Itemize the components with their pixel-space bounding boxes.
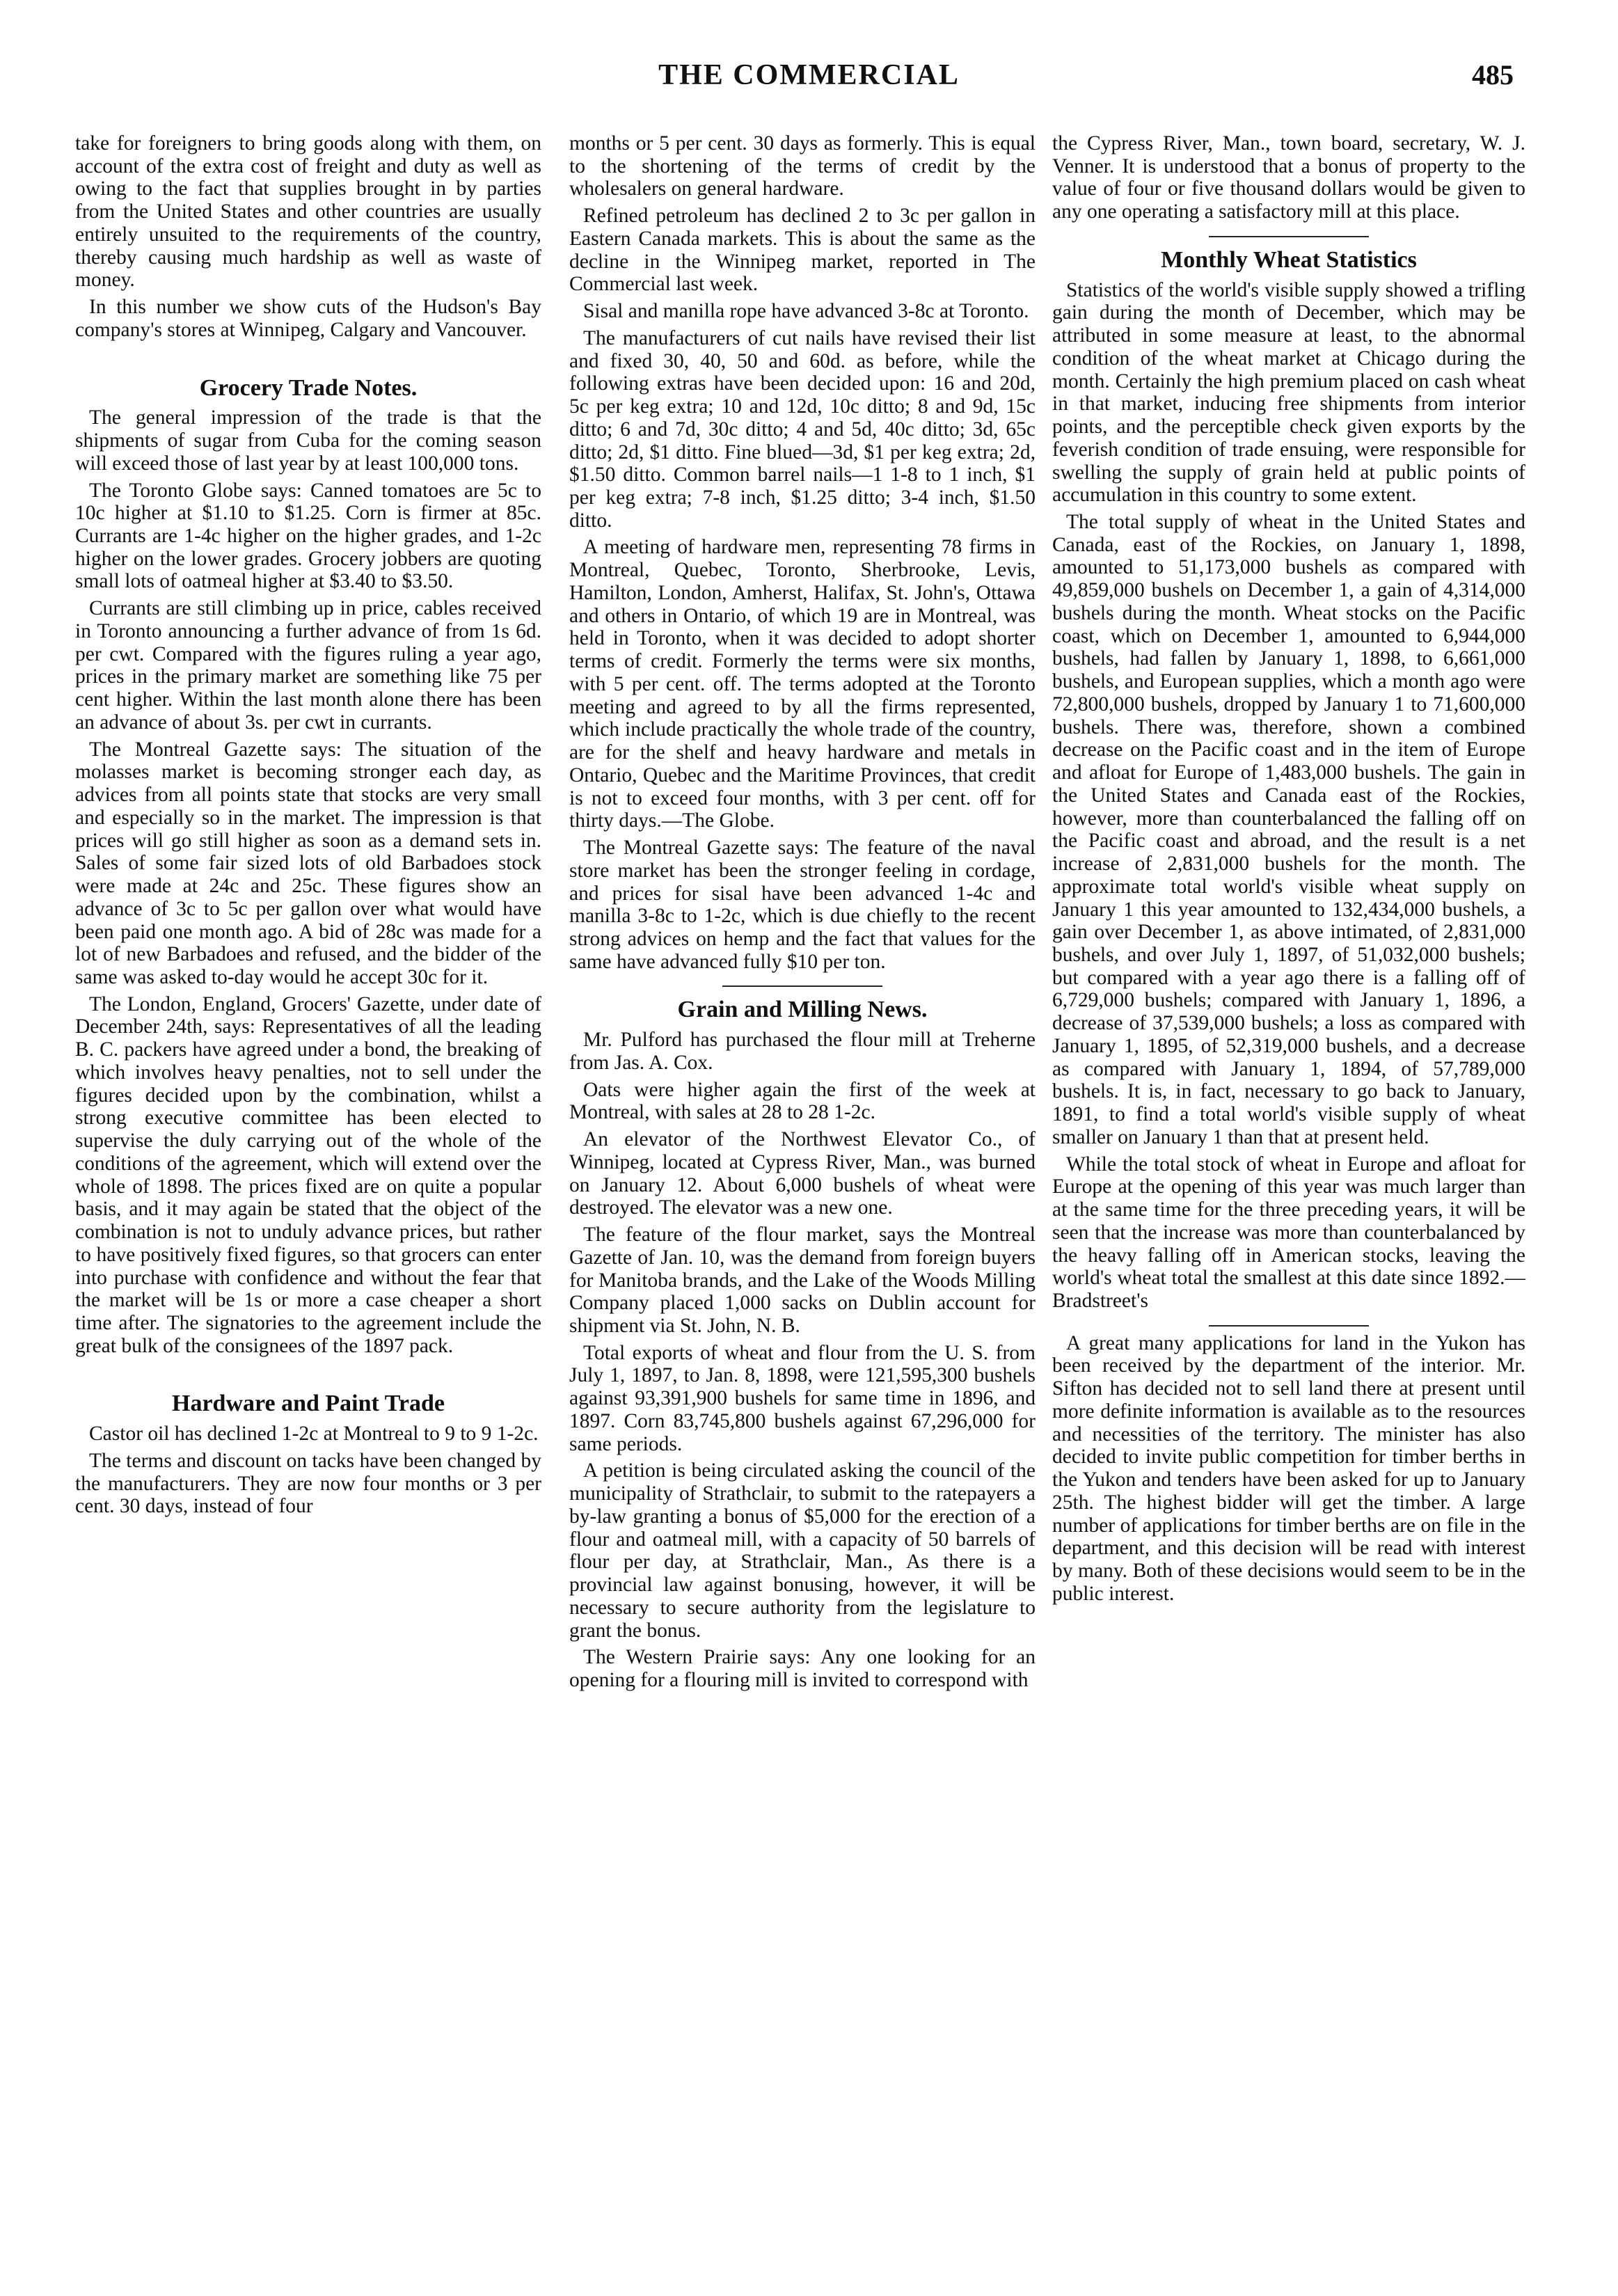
paragraph: The feature of the flour market, says the Montreal Gazette of Jan. 10, was the demand from foreign buyers for Manitoba brands, and the Lake of the Woods Milling Company placed 1,000 sacks on Dublin account for shipment via St. John, N. B. [569,1224,1036,1337]
page-number: 485 [1472,59,1514,90]
running-head [0,58,1618,100]
column-2 [569,132,1036,1696]
paragraph: The total supply of wheat in the United States and Canada, east of the Rockies, on January 1, 1898, amounted to 51,173,000 bushels as compared with 49,859,000 bushels on December 1, a gain of 4,314,000 bushels during the month. Wheat stocks on the Pacific coast, which on December 1, amounted to 6,944,000 bushels, had fallen by January 1, 1898, to 6,661,000 bushels, and European supplies, which a month ago were 72,800,000 bushels, dropped by January 1 to 71,600,000 bushels. There was, therefore, shown a combined decrease on the Pacific coast and in the item of Europe and afloat for Europe of 1,483,000 bushels. The gain in the United States and Canada east of the Rockies, however, more than counterbalanced the falling off on the Pacific coast and abroad, and the result is a net increase of 2,831,000 bushels for the month. The approximate total world's visible wheat supply on January 1 this year amounted to 132,434,000 bushels, a gain over December 1, as above intimated, of 2,831,000 bushels, and over July 1, 1897, of 51,032,000 bushels; but compared with a year ago there is a falling off of 6,729,000 bushels; compared with January 1, 1896, a decrease of 37,539,000 bushels; a loss as compared with January 1, 1895, of 52,319,000 bushels, and a decrease as compared with January 1, 1894, of 57,789,000 bushels. It is, in fact, necessary to go back to January, 1891, to find a total world's visible supply of wheat smaller on January 1 than that at present held. [1052,511,1525,1148]
paragraph: Refined petroleum has declined 2 to 3c per gallon in Eastern Canada markets. This is about the same as the decline in the Winnipeg market, reported in The Commercial last week. [569,205,1036,296]
paragraph: In this number we show cuts of the Hudson's Bay company's stores at Winnipeg, Calgary and Vancouver. [75,296,541,341]
paragraph: The Western Prairie says: Any one looking for an opening for a flouring mill is invited to correspond with [569,1646,1036,1691]
column-1 [75,132,541,1522]
paragraph: The London, England, Grocers' Gazette, under date of December 24th, says: Representatives of all the leading B. C. packers have agreed under a bond, the breaking of which involves heavy penalties, not to sell under the figures decided upon by the combination, whilst a strong executive committee has been elected to supervise the duly carrying out of the whole of the conditions of the agreement, which will extend over the whole of 1898. The prices fixed are on quite a popular basis, and it may again be stated that the object of the combination is not to unduly advance prices, but rather to have positively fixed figures, so that grocers can enter into purchase with confidence and without the fear that the market will be 1s or more a case cheaper a short time after. The signatories to the agreement include the great bulk of the consignees of the 1897 pack. [75,992,541,1357]
paragraph: The Montreal Gazette says: The situation of the molasses market is becoming stronger each day, as advices from all points state that stocks are very small and especially so in the market. The impression is that prices will go still higher as soon as a demand sets in. Sales of some fair sized lots of old Barbadoes stock were made at 24c and 25c. These figures show an advance of 3c to 5c per gallon over what would have been paid one month ago. A bid of 28c was made for a lot of new Barbadoes and refused, and the bidder of the same was asked to-day would he accept 30c for it. [75,738,541,988]
paragraph: The Toronto Globe says: Canned tomatoes are 5c to 10c higher at $1.10 to $1.25. Corn is firmer at 85c. Currants are 1-4c higher on the higher grades, and 1-2c higher on the lower grades. Grocery jobbers are quoting small lots of oatmeal higher at $3.40 to $3.50. [75,479,541,593]
paragraph: A great many applications for land in the Yukon has been received by the department of the interior. Mr. Sifton has decided not to sell land there at present until more definite information is available as to the resources and necessities of the territory. The minister has also decided to invite public competition for timber berths in the Yukon and tenders have been asked for up to January 25th. The highest bidder will get the timber. A large number of applications for timber berths are on file in the department, and this decision will be read with interest by many. Both of these decisions would seem to be in the public interest. [1052,1331,1525,1605]
paragraph: An elevator of the Northwest Elevator Co., of Winnipeg, located at Cypress River, Man., was burned on January 12. About 6,000 bushels of wheat were destroyed. The elevator was a new one. [569,1128,1036,1219]
paragraph: A meeting of hardware men, representing 78 firms in Montreal, Quebec, Toronto, Sherbrooke, Levis, Hamilton, London, Amherst, Halifax, St. John's, Ottawa and others in Ontario, of which 19 are in Montreal, was held in Toronto, when it was decided to adopt shorter terms of credit. Formerly the terms were six months, with 5 per cent. off. The terms adopted at the Toronto meeting and agreed to by all the firms represented, which include practically the whole trade of the country, are for the shelf and heavy hardware and metals in Ontario, Quebec and the Maritime Provinces, that credit is not to exceed four months, with 3 per cent. off for thirty days.—The Globe. [569,536,1036,832]
section-heading-grocery: Grocery Trade Notes. [199,374,418,401]
paragraph: The general impression of the trade is that the shipments of sugar from Cuba for the coming season will exceed those of last year by at least 100,000 tons. [75,406,541,475]
section-divider [722,985,882,987]
paragraph: The manufacturers of cut nails have revised their list and fixed 30, 40, 50 and 60d. as before, while the following extras have been decided upon: 16 and 20d, 5c per keg extra; 10 and 12d, 10c ditto; 8 and 9d, 15c ditto; 6 and 7d, 30c ditto; 4 and 5d, 40c ditto; 3d, 65c ditto; 2d, $1 ditto. Fine blued—3d, $1 per keg extra; 2d, $1.50 ditto. Common barrel nails—1 1-8 to 1 inch, $1 per keg extra; 7-8 inch, $1.25 ditto; 3-4 inch, $1.50 ditto. [569,326,1036,532]
paragraph: take for foreigners to bring goods along with them, on account of the extra cost of freight and duty as well as owing to the fact that supplies brought in by parties from the United States and other countries are usually entirely unsuited to the requirements of the country, thereby causing much hardship as well as waste of money. [75,132,541,292]
paragraph: Statistics of the world's visible supply showed a trifling gain during the month of December, which may be attributed in some measure at least, to the abnormal condition of the wheat market at Chicago during the month. Certainly the high premium placed on cash wheat in that market, inducing free shipments from interior points, and the perceptible check given exports by the feverish condition of trade ensuing, were responsible for swelling the supply of grain held at public points of accumulation in this country to some extent. [1052,278,1525,507]
paragraph: Total exports of wheat and flour from the U. S. from July 1, 1897, to Jan. 8, 1898, were 121,595,300 bushels against 93,391,900 bushels for same time in 1896, and 1897. Corn 83,745,800 bushels against 67,296,000 for same periods. [569,1341,1036,1455]
paragraph: The Montreal Gazette says: The feature of the naval store market has been the stronger feeling in cordage, and prices for sisal have been advanced 1-4c and manilla 3-8c to 1-2c, which is due chiefly to the recent strong advices on hemp and the fact that values for the same have advanced fully $10 per ton. [569,837,1036,973]
section-heading-wheat: Monthly Wheat Statistics [1161,246,1417,273]
paragraph: Mr. Pulford has purchased the flour mill at Treherne from Jas. A. Cox. [569,1029,1036,1074]
paragraph: Oats were higher again the first of the week at Montreal, with sales at 28 to 28 1-2c. [569,1078,1036,1124]
paragraph: Castor oil has declined 1-2c at Montreal to 9 to 9 1-2c. [89,1423,539,1446]
section-divider [1209,236,1369,237]
paragraph: Sisal and manilla rope have advanced 3-8c at Toronto. [583,300,1029,323]
paragraph: Currants are still climbing up in price, cables received in Toronto announcing a further advance of from 1s 6d. per cwt. Compared with the figures ruling a year ago, prices in the primary market are something like 75 per cent higher. Within the last month alone there has been an advance of about 3s. per cwt in currants. [75,597,541,734]
paragraph: A petition is being circulated asking the council of the municipality of Strathclair, to submit to the ratepayers a by-law granting a bonus of $5,000 for the erection of a flour and oatmeal mill, with a capacity of 50 barrels of flour per day, at Strathclair, Man., As there is a provincial law against bonusing, however, it will be necessary to secure authority from the legislature to grant the bonus. [569,1459,1036,1642]
masthead-title: THE COMMERCIAL [658,59,960,91]
section-heading-hardware: Hardware and Paint Trade [172,1391,445,1417]
section-heading-grain: Grain and Milling News. [677,997,928,1023]
paragraph: the Cypress River, Man., town board, secretary, W. J. Venner. It is understood that a bonus of property to the value of four or five thousand dollars would be given to any one operating a satisfactory mill at this place. [1052,132,1525,223]
paragraph: The terms and discount on tacks have been changed by the manufacturers. They are now four months or 3 per cent. 30 days, instead of four [75,1449,541,1518]
paragraph: months or 5 per cent. 30 days as formerly. This is equal to the shortening of the terms of credit by the wholesalers on general hardware. [569,132,1036,200]
column-3 [1052,132,1525,1610]
section-divider [1209,1325,1369,1327]
paragraph: While the total stock of wheat in Europe and afloat for Europe at the opening of this year was much larger than at the same time for the three preceding years, it will be seen that the increase was more than counterbalanced by the heavy falling off in American stocks, leaving the world's wheat total the smallest at this date since 1892.—Bradstreet's [1052,1153,1525,1312]
